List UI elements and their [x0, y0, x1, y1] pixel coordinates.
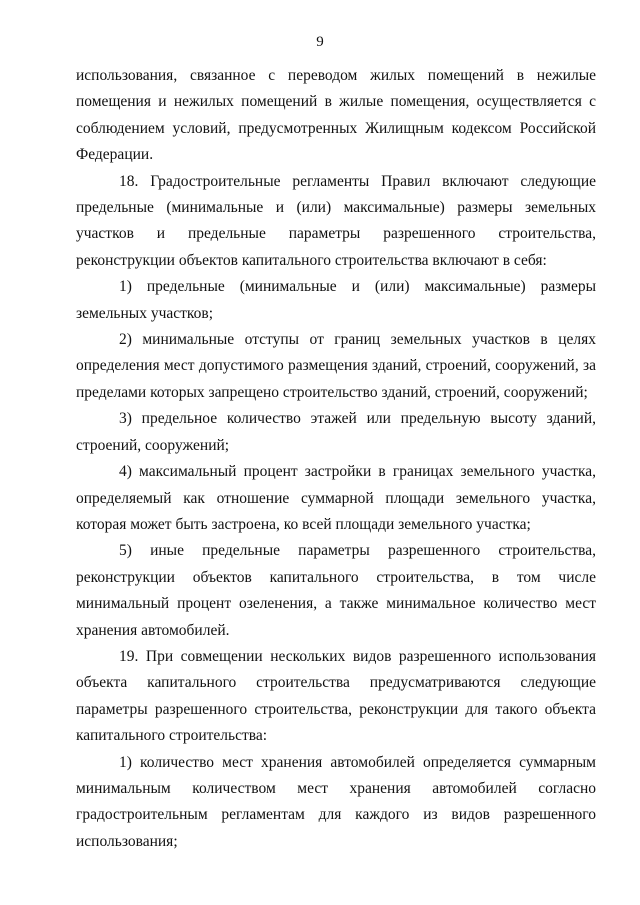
paragraph-subitem-2: 2) минимальные отступы от границ земельных участков в целях определения мест допустимого размещения зданий, строений, сооружений, за пределами которых запрещено строительство зданий, строений, сооружений; — [76, 331, 596, 401]
page-number: 9 — [316, 34, 324, 50]
paragraph-subitem-5: 5) иные предельные параметры разрешенного строительства, реконструкции объектов капитального строительства, в том числе минимальный процент озеленения, а также минимальное количество мест хранения автомобилей. — [76, 542, 596, 639]
paragraph-item-19-subitem-1: 1) количество мест хранения автомобилей определяется суммарным минимальным количеством мест хранения автомобилей согласно градостроительным регламентам для каждого из видов разрешенного использования; — [76, 753, 596, 850]
paragraph-item-19: 19. При совмещении нескольких видов разрешенного использования объекта капитального строительства предусматриваются следующие параметры разрешенного строительства, реконструкции для такого объекта капитального строительства: — [76, 647, 596, 745]
paragraph-subitem-1: 1) предельные (минимальные и (или) максимальные) размеры земельных участков; — [76, 278, 596, 322]
document-body — [76, 63, 596, 855]
paragraph-item-18: 18. Градостроительные регламенты Правил включают следующие предельные (минимальные и (или) максимальные) размеры земельных участков и предельные параметры разрешенного строительства, реконструкции объектов капитального строительства включают в себя: — [76, 172, 596, 269]
paragraph-subitem-3: 3) предельное количество этажей или предельную высоту зданий, строений, сооружений; — [76, 410, 596, 454]
paragraph-continuation: использования, связанное с переводом жилых помещений в нежилые помещения и нежилых помещений в жилые помещения, осуществляется с соблюдением условий, предусмотренных Жилищным кодексом Российской Федерации. — [76, 67, 596, 164]
paragraph-subitem-4: 4) максимальный процент застройки в границах земельного участка, определяемый как отношение суммарной площади земельного участка, которая может быть застроена, ко всей площади земельного участка; — [76, 463, 596, 533]
